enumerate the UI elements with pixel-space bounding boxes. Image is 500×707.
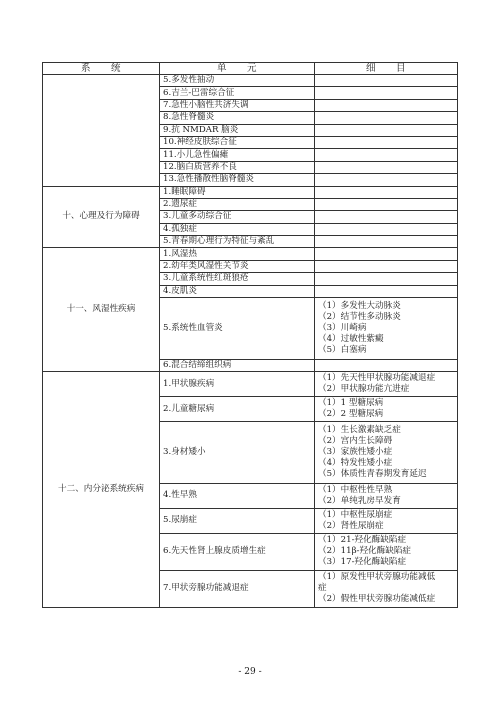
detail-cell (315, 87, 458, 99)
system-cell (43, 75, 160, 187)
detail-item: （5）体质性青春期发育延迟 (318, 469, 427, 480)
unit-cell: 2.儿童糖尿病 (160, 397, 315, 422)
detail-cell (315, 186, 458, 198)
table-row (43, 75, 458, 87)
unit-cell: 6.吉兰-巴雷综合征 (160, 87, 315, 99)
detail-item: （2）结节性多动脉炎 (318, 312, 401, 323)
unit-cell: 6.混合结缔组织病 (160, 360, 315, 372)
unit-cell: 3.儿童系统性红斑狼疮 (160, 273, 315, 285)
detail-cell (315, 508, 458, 533)
table-row (43, 248, 458, 260)
detail-item: （2）甲状腺功能亢进症 (318, 384, 410, 395)
detail-cell (315, 75, 458, 87)
detail-cell (315, 136, 458, 148)
unit-cell: 5.多发性抽动 (160, 75, 315, 87)
unit-cell: 7.急性小脑性共济失调 (160, 99, 315, 111)
detail-item: （1）1 型糖尿病 (318, 398, 384, 409)
page-number: - 29 - (238, 667, 262, 677)
detail-cell (315, 124, 458, 136)
detail-item: （2）假性甲状旁腺功能减低症 (318, 594, 436, 605)
detail-cell (315, 533, 458, 570)
detail-item: （1）多发性大动脉炎 (318, 301, 401, 312)
table-row (43, 372, 458, 397)
detail-cell (315, 223, 458, 235)
unit-cell: 9.抗 NMDAR 脑炎 (160, 124, 315, 136)
system-cell: 十一、风湿性疾病 (43, 248, 160, 372)
detail-cell (315, 198, 458, 210)
detail-item: （2）宫内生长障碍 (318, 436, 393, 447)
detail-item: （1）生长激素缺乏症 (318, 425, 401, 436)
detail-item: （4）特发性矮小症 (318, 458, 393, 469)
table-header-row (43, 63, 458, 75)
detail-item: （3）川崎病 (318, 323, 367, 334)
unit-cell: 1.睡眠障碍 (160, 186, 315, 198)
unit-cell: 5.系统性血管炎 (160, 298, 315, 360)
detail-cell (315, 360, 458, 372)
detail-cell (315, 397, 458, 422)
unit-cell: 2.遗尿症 (160, 198, 315, 210)
header-unit: 单 元 (160, 63, 315, 75)
unit-cell: 2.幼年类风湿性关节炎 (160, 260, 315, 272)
detail-cell (315, 211, 458, 223)
detail-cell (315, 161, 458, 173)
detail-item: （2）2 型糖尿病 (318, 409, 384, 420)
header-system: 系 统 (43, 63, 160, 75)
unit-cell: 13.急性播散性脑脊髓炎 (160, 174, 315, 186)
unit-cell: 3.身材矮小 (160, 422, 315, 484)
detail-item: （3）17-羟化酶缺陷症 (318, 557, 407, 568)
detail-item: （5）白塞病 (318, 345, 367, 356)
detail-item: （2）肾性尿崩症 (318, 520, 384, 531)
detail-cell (315, 236, 458, 248)
detail-cell (315, 260, 458, 272)
detail-item: （1）中枢性尿崩症 (318, 509, 393, 520)
detail-cell (315, 99, 458, 111)
unit-cell: 1.甲状腺疾病 (160, 372, 315, 397)
detail-item: （2）11β-羟化酶缺陷症 (318, 546, 412, 557)
unit-cell: 4.皮肌炎 (160, 285, 315, 297)
detail-item: （3）家族性矮小症 (318, 447, 393, 458)
syllabus-table (42, 62, 458, 608)
detail-cell (315, 149, 458, 161)
detail-item: （1）中枢性性早熟 (318, 484, 393, 495)
unit-cell: 8.急性脊髓炎 (160, 112, 315, 124)
system-cell: 十、心理及行为障碍 (43, 186, 160, 248)
detail-item: （4）过敏性紫癜 (318, 334, 384, 345)
unit-cell: 6.先天性肾上腺皮质增生症 (160, 533, 315, 570)
header-detail: 细 目 (315, 63, 458, 75)
unit-cell: 5.青春期心理行为特征与紊乱 (160, 236, 315, 248)
system-cell: 十二、内分泌系统疾病 (43, 372, 160, 608)
unit-cell: 5.尿崩症 (160, 508, 315, 533)
detail-item: 症 (318, 583, 327, 594)
unit-cell: 3.儿童多动综合征 (160, 211, 315, 223)
detail-cell (315, 248, 458, 260)
unit-cell: 10.神经皮肤综合征 (160, 136, 315, 148)
detail-cell (315, 570, 458, 607)
unit-cell: 12.脑白质营养不良 (160, 161, 315, 173)
detail-cell (315, 298, 458, 360)
table-body (43, 75, 458, 608)
unit-cell: 7.甲状旁腺功能减退症 (160, 570, 315, 607)
table-row (43, 186, 458, 198)
detail-cell (315, 372, 458, 397)
unit-cell: 1.风湿热 (160, 248, 315, 260)
detail-cell (315, 285, 458, 297)
detail-cell (315, 422, 458, 484)
detail-item: （1）先天性甲状腺功能减退症 (318, 373, 436, 384)
detail-item: （1）原发性甲状旁腺功能减低 (318, 572, 436, 583)
detail-cell (315, 484, 458, 509)
detail-cell (315, 273, 458, 285)
unit-cell: 4.孤独症 (160, 223, 315, 235)
unit-cell: 4.性早熟 (160, 484, 315, 509)
detail-item: （2）单纯乳房早发育 (318, 495, 401, 506)
unit-cell: 11.小儿急性偏瘫 (160, 149, 315, 161)
detail-cell (315, 174, 458, 186)
detail-cell (315, 112, 458, 124)
detail-item: （1）21-羟化酶缺陷症 (318, 535, 407, 546)
